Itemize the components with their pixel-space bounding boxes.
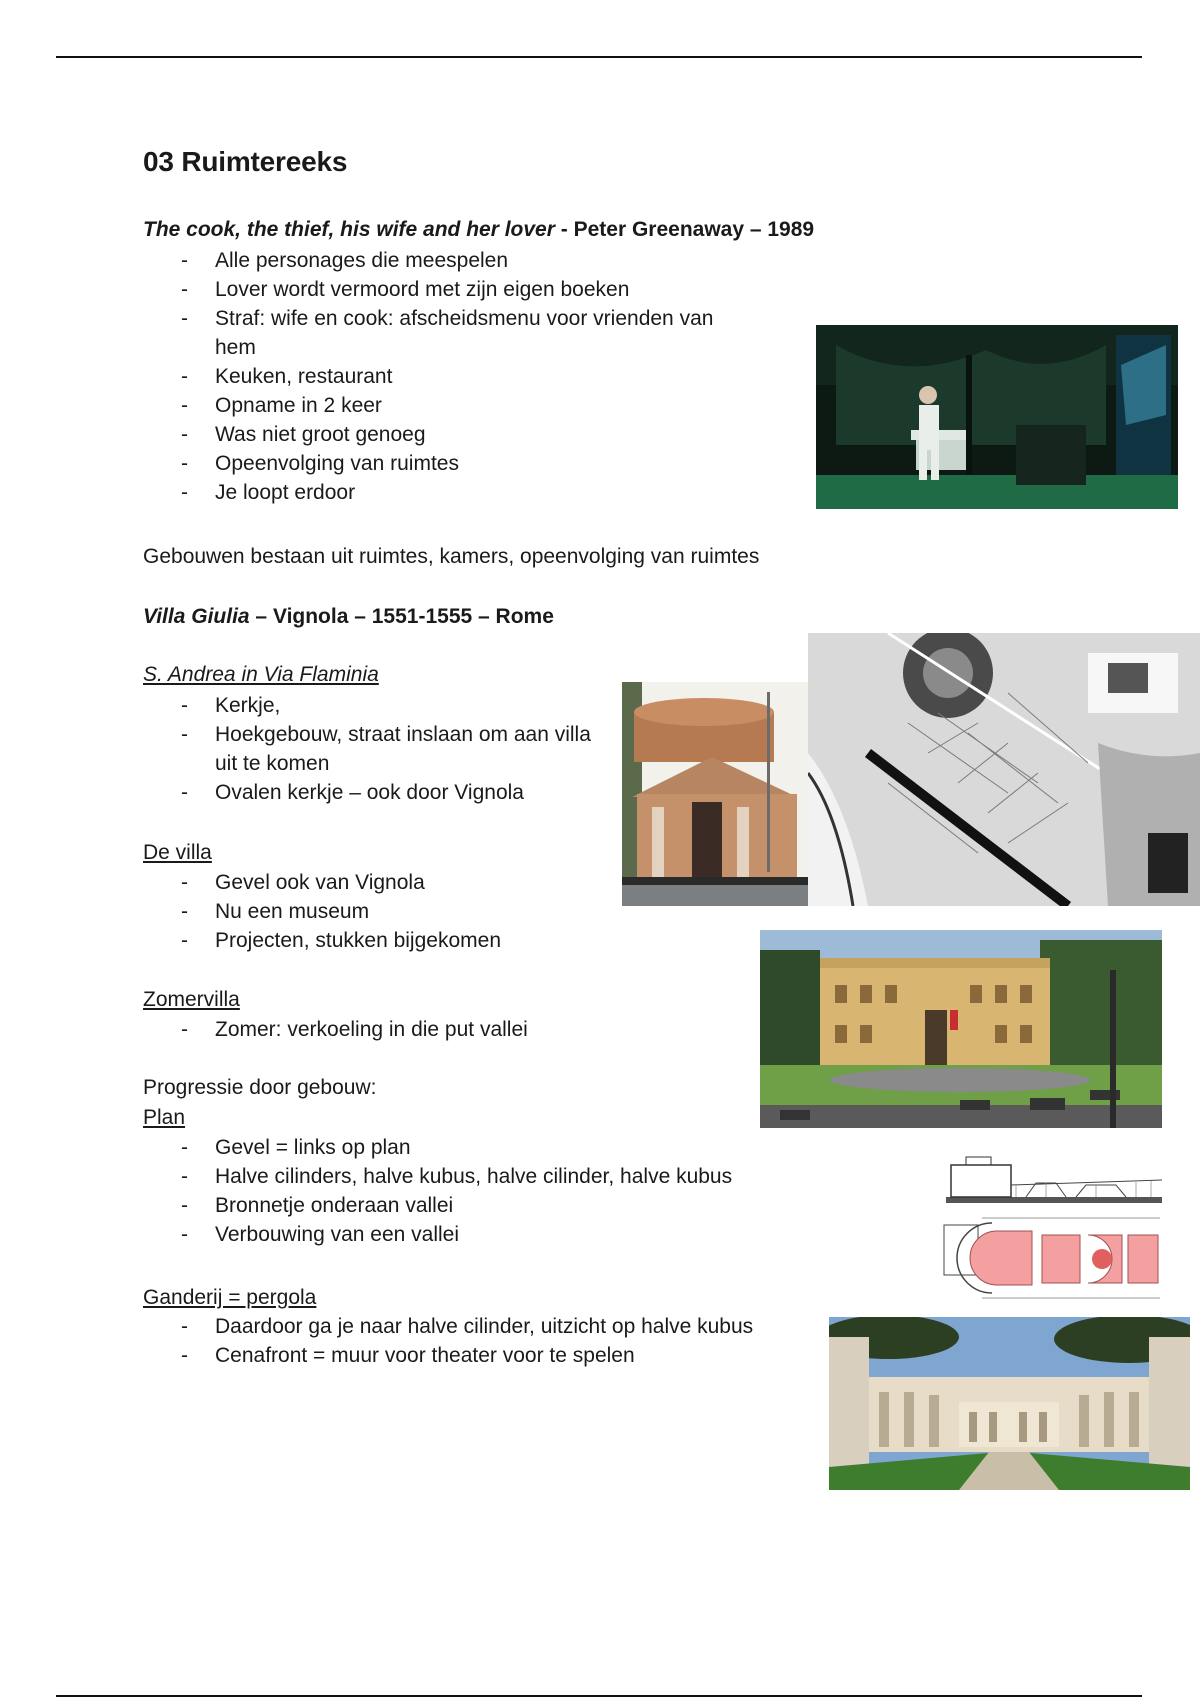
progressie-intro: Progressie door gebouw: <box>143 1076 377 1099</box>
ganderij-list <box>143 1312 843 1370</box>
list-item: - Opname in 2 keer <box>143 391 793 420</box>
list-item: - Bronnetje onderaan vallei <box>143 1191 903 1220</box>
devilla-heading: De villa <box>143 841 212 864</box>
bottom-rule <box>56 1695 1142 1697</box>
list-item: - Keuken, restaurant <box>143 362 793 391</box>
top-rule <box>56 56 1142 58</box>
list-item: - Nu een museum <box>143 897 743 926</box>
map-image <box>808 633 1200 906</box>
sandrea-list <box>143 691 613 807</box>
plan-heading: Plan <box>143 1106 186 1129</box>
list-item: - Halve cilinders, halve kubus, halve cilinder, halve kubus <box>143 1162 903 1191</box>
list-item: - Gevel ook van Vignola <box>143 868 743 897</box>
page-title: 03 Ruimtereeks <box>143 146 348 177</box>
film-list <box>143 246 793 507</box>
list-item: - Alle personages die meespelen <box>143 246 793 275</box>
list-item: - Ovalen kerkje – ook door Vignola <box>143 778 613 807</box>
list-item: - Gevel = links op plan <box>143 1133 903 1162</box>
list-item: - Was niet groot genoeg <box>143 420 793 449</box>
list-item: - Kerkje, <box>143 691 613 720</box>
plan-list <box>143 1133 903 1249</box>
list-item: - Straf: wife en cook: afscheidsmenu voor vrienden van hem <box>143 304 793 362</box>
list-item: - Je loopt erdoor <box>143 478 793 507</box>
list-item: - Zomer: verkoeling in die put vallei <box>143 1015 743 1044</box>
list-item: - Lover wordt vermoord met zijn eigen boeken <box>143 275 793 304</box>
list-item: - Daardoor ga je naar halve cilinder, uitzicht op halve kubus <box>143 1312 843 1341</box>
statement-text: Gebouwen bestaan uit ruimtes, kamers, opeenvolging van ruimtes <box>143 545 760 568</box>
devilla-list <box>143 868 743 955</box>
film-title-italic: The cook, the thief, his wife and her lover <box>143 218 555 241</box>
sandrea-heading: S. Andrea in Via Flaminia <box>143 663 379 686</box>
plan-drawing <box>942 1213 1162 1303</box>
list-item: - Hoekgebouw, straat inslaan om aan villa uit te komen <box>143 720 613 778</box>
film-title-rest: - Peter Greenaway – 1989 <box>554 218 815 241</box>
list-item: - Opeenvolging van ruimtes <box>143 449 793 478</box>
list-item: - Verbouwing van een vallei <box>143 1220 903 1249</box>
film-still-image <box>816 325 1178 509</box>
villa-title-rest: – Vignola – 1551-1555 – Rome <box>249 605 554 628</box>
courtyard-photo <box>829 1317 1190 1490</box>
zomervilla-heading: Zomervilla <box>143 988 240 1011</box>
villa-title-italic: Villa Giulia <box>143 605 250 628</box>
zomervilla-list <box>143 1015 743 1044</box>
list-item: - Projecten, stukken bijgekomen <box>143 926 743 955</box>
ganderij-heading: Ganderij = pergola <box>143 1286 317 1309</box>
villa-title <box>143 603 554 631</box>
section-drawing <box>946 1155 1162 1207</box>
film-title <box>143 216 814 244</box>
list-item: - Cenafront = muur voor theater voor te spelen <box>143 1341 843 1370</box>
villa-facade-photo <box>760 930 1162 1128</box>
